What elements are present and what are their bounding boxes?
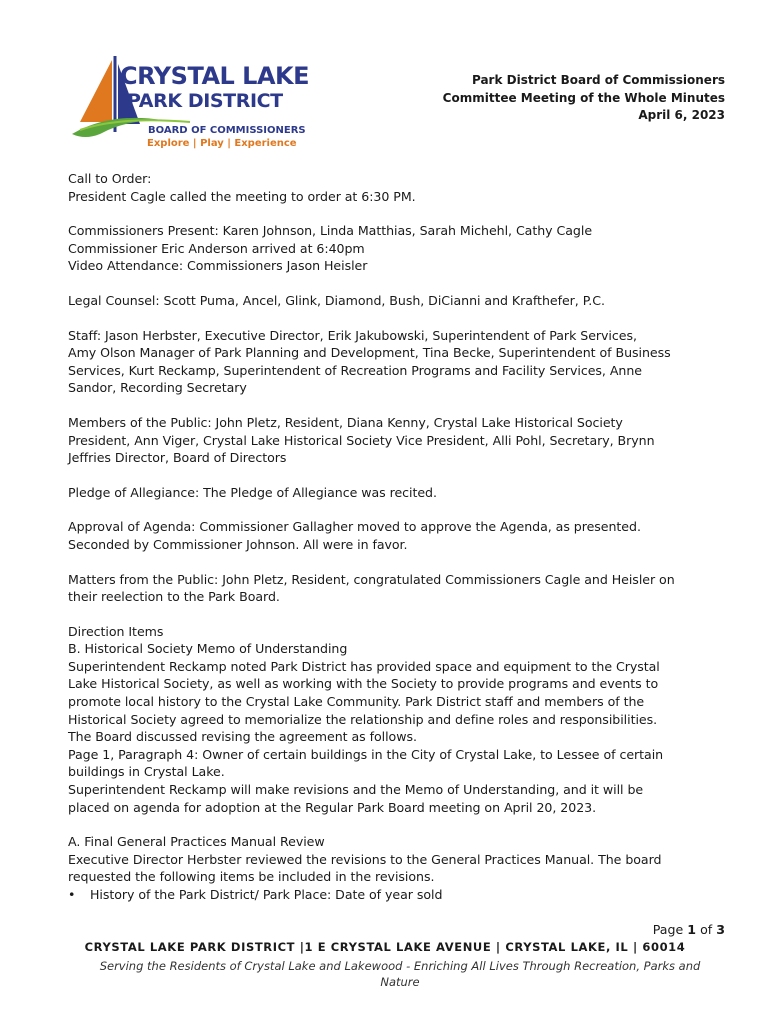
public-matters-section	[68, 571, 728, 606]
direction-line: promote local history to the Crystal Lake Community. Park District staff and members of the	[68, 694, 645, 710]
direction-line: Superintendent Reckamp will make revisions and the Memo of Understanding, and it will be	[68, 782, 644, 798]
page-label: Page	[652, 922, 684, 937]
staff-section	[68, 327, 728, 397]
call-to-order-heading: Call to Order:	[68, 171, 152, 186]
logo-title: CRYSTAL LAKE	[120, 62, 310, 90]
page-number	[653, 922, 725, 937]
legal-counsel-section	[68, 292, 728, 310]
logo-tagline: Explore | Play | Experience	[147, 138, 297, 149]
pledge-section	[68, 484, 728, 502]
logo-board-label: BOARD OF COMMISSIONERS	[148, 125, 306, 136]
agenda-section	[68, 518, 728, 553]
agenda-line: Seconded by Commissioner Johnson. All were in favor.	[68, 536, 408, 552]
staff-line: Amy Olson Manager of Park Planning and Development, Tina Becke, Superintendent of Business	[68, 345, 671, 361]
commissioners-present: Commissioners Present: Karen Johnson, Linda Matthias, Sarah Michehl, Cathy Cagle	[68, 223, 593, 239]
direction-line: The Board discussed revising the agreement as follows.	[68, 729, 417, 745]
manual-heading: A. Final General Practices Manual Review	[68, 834, 325, 850]
call-to-order-section	[68, 170, 728, 205]
public-line: President, Ann Viger, Crystal Lake Historical Society Vice President, Alli Pohl, Secretary, Brynn	[68, 432, 655, 448]
direction-line: placed on agenda for adoption at the Regular Park Board meeting on April 20, 2023.	[68, 799, 597, 815]
crystal-lake-logo	[70, 54, 310, 154]
public-line: Jeffries Director, Board of Directors	[68, 450, 287, 466]
call-to-order-text: President Cagle called the meeting to order at 6:30 PM.	[68, 188, 416, 204]
matters-line: their reelection to the Park Board.	[68, 589, 280, 605]
staff-line: Services, Kurt Reckamp, Superintendent of Recreation Programs and Facility Services, Anne	[68, 362, 642, 378]
direction-line: Superintendent Reckamp noted Park District has provided space and equipment to the Crystal	[68, 658, 660, 674]
page-total: 3	[716, 922, 725, 937]
page-of-label: of	[700, 922, 713, 937]
pledge-text: Pledge of Allegiance: The Pledge of Allegiance was recited.	[68, 484, 437, 500]
matters-line: Matters from the Public: John Pletz, Resident, congratulated Commissioners Cagle and Heisler on	[68, 571, 675, 587]
direction-subheading: B. Historical Society Memo of Understanding	[68, 641, 348, 657]
direction-items-section	[68, 623, 728, 817]
direction-line: buildings in Crystal Lake.	[68, 764, 225, 780]
page-current: 1	[687, 922, 697, 937]
legal-counsel: Legal Counsel: Scott Puma, Ancel, Glink, Diamond, Bush, DiCianni and Krafthefer, P.C.	[68, 292, 605, 308]
manual-line: requested the following items be included in the revisions.	[68, 869, 435, 885]
list-item	[68, 886, 728, 904]
direction-line: Page 1, Paragraph 4: Owner of certain buildings in the City of Crystal Lake, to Lessee of certain	[68, 746, 664, 762]
staff-line: Staff: Jason Herbster, Executive Director, Erik Jakubowski, Superintendent of Park Services,	[68, 327, 637, 343]
agenda-line: Approval of Agenda: Commissioner Gallagher moved to approve the Agenda, as presented.	[68, 519, 641, 535]
footer-address: CRYSTAL LAKE PARK DISTRICT |1 E CRYSTAL LAKE AVENUE | CRYSTAL LAKE, IL | 60014	[84, 940, 686, 954]
video-attendance: Video Attendance: Commissioners Jason Heisler	[68, 258, 368, 274]
header-title: Committee Meeting of the Whole Minutes	[442, 90, 725, 105]
direction-heading: Direction Items	[68, 623, 164, 639]
header-date: April 6, 2023	[638, 108, 725, 122]
manual-review-section	[68, 833, 728, 903]
bullet-icon: •	[68, 887, 76, 902]
staff-line: Sandor, Recording Secretary	[68, 380, 247, 396]
footer-mission: Serving the Residents of Crystal Lake and Lakewood - Enriching All Lives Through Recreation, Parks and Nature	[99, 959, 701, 989]
public-line: Members of the Public: John Pletz, Resident, Diana Kenny, Crystal Lake Historical Society	[68, 414, 623, 430]
public-members-section	[68, 414, 728, 467]
logo-subtitle: PARK DISTRICT	[127, 90, 283, 112]
header-org: Park District Board of Commissioners	[471, 73, 725, 87]
late-arrival: Commissioner Eric Anderson arrived at 6:40pm	[68, 240, 365, 256]
minutes-body	[68, 170, 728, 904]
document-header	[443, 72, 725, 125]
manual-line: Executive Director Herbster reviewed the revisions to the General Practices Manual. The board	[68, 851, 662, 867]
direction-line: Historical Society agreed to memorialize the relationship and define roles and responsibilities.	[68, 711, 658, 727]
direction-line: Lake Historical Society, as well as working with the Society to provide programs and events to	[68, 676, 659, 692]
attendance-section	[68, 222, 728, 275]
bullet-text: History of the Park District/ Park Place: Date of year sold	[90, 887, 443, 902]
